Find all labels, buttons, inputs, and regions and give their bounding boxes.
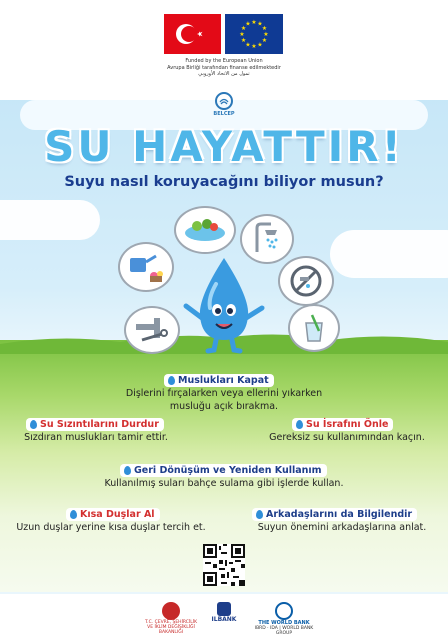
tip-label-inform-friends: Arkadaşlarını da Bilgilendir xyxy=(252,508,417,521)
svg-text:★: ★ xyxy=(261,25,268,32)
svg-text:★: ★ xyxy=(251,43,257,50)
funded-tr: Avrupa Birliği tarafından finanse edilmektedir xyxy=(167,64,281,71)
no-water-icon xyxy=(289,264,323,298)
no-water-bubble xyxy=(278,256,334,306)
ministry-logo: T.C. ÇEVRE, ŞEHİRCİLİK VE İKLİM DEĞİŞİKLİĞİ BAKANLIĞI xyxy=(136,602,206,635)
tip-text-stop-leaks: Sızdıran muslukları tamir ettir. xyxy=(24,432,168,443)
world-bank-logo: THE WORLD BANK IBRD · IDA | WORLD BANK GROUP xyxy=(254,602,314,636)
drop-icon xyxy=(124,466,131,475)
svg-text:★: ★ xyxy=(263,31,269,38)
qr-code-icon[interactable] xyxy=(203,544,245,586)
page-title: SU HAYATTIR! xyxy=(44,122,404,171)
funded-en: Funded by the European Union xyxy=(185,58,263,64)
wrench-pipe-bubble xyxy=(124,306,180,354)
cloud-left xyxy=(0,200,100,240)
tip-label-close-taps: Muslukları Kapat xyxy=(164,374,274,387)
svg-text:★: ★ xyxy=(245,20,251,28)
flags xyxy=(164,14,283,54)
tip-text-short-showers: Uzun duşlar yerine kısa duşlar tercih et. xyxy=(16,522,206,533)
drop-icon xyxy=(30,420,37,429)
water-drop-mascot-icon xyxy=(178,254,270,354)
drop-icon xyxy=(70,510,77,519)
tip-text-recycle-reuse: Kullanılmış suları bahçe sulama gibi işlerde kullan. xyxy=(104,478,344,489)
shower-icon xyxy=(251,222,283,256)
tip-text-inform-friends: Suyun önemini arkadaşlarına anlat. xyxy=(257,522,427,533)
tip-label-prevent-waste: Su İsrafını Önle xyxy=(292,418,393,431)
belcep-logo-icon xyxy=(215,92,233,110)
drop-icon xyxy=(168,376,175,385)
basin-vegetables-icon xyxy=(183,215,227,245)
tip-label-recycle-reuse: Geri Dönüşüm ve Yeniden Kullanım xyxy=(120,464,327,477)
tip-text-prevent-waste: Gereksiz su kullanımından kaçın. xyxy=(269,432,425,443)
ilbank-logo-icon xyxy=(217,602,231,616)
tip-label-stop-leaks: Su Sızıntılarını Durdur xyxy=(26,418,164,431)
belcep-logo-text: BELCEP xyxy=(213,111,235,117)
watering-can-bubble xyxy=(118,242,174,292)
eu-flag-icon xyxy=(225,14,283,54)
drop-icon xyxy=(296,420,303,429)
world-bank-logo-icon xyxy=(275,602,293,620)
turkey-flag-icon xyxy=(164,14,221,54)
svg-text:★: ★ xyxy=(251,19,257,26)
svg-text:★: ★ xyxy=(240,37,247,44)
wrench-pipe-icon xyxy=(132,314,172,346)
tooth-brush-glass-bubble xyxy=(288,304,340,352)
page-subtitle: Suyu nasıl koruyacağını biliyor musun? xyxy=(64,174,384,190)
tip-text-close-taps: Dişlerini fırçalarken veya ellerini yıkarken musluğu açık bırakma. xyxy=(125,388,323,412)
svg-text:★: ★ xyxy=(239,31,245,38)
ilbank-logo: ILBANK xyxy=(206,602,242,623)
funded-ar: تمول من الاتحاد الأوروبي xyxy=(198,71,250,77)
tooth-brush-glass-icon xyxy=(297,311,331,345)
cloud-right xyxy=(330,230,448,278)
drop-icon xyxy=(256,510,263,519)
belcep-logo xyxy=(211,92,237,117)
basin-vegetables-bubble xyxy=(174,206,236,254)
funding-notice xyxy=(158,58,290,78)
tip-label-short-showers: Kısa Duşlar Al xyxy=(66,508,160,521)
svg-text:★: ★ xyxy=(261,37,268,44)
watering-can-icon xyxy=(126,250,166,284)
ministry-logo-icon xyxy=(162,602,180,620)
svg-text:★: ★ xyxy=(240,25,247,32)
svg-text:★: ★ xyxy=(245,41,251,49)
svg-text:★: ★ xyxy=(257,20,263,28)
svg-text:★: ★ xyxy=(257,41,263,49)
